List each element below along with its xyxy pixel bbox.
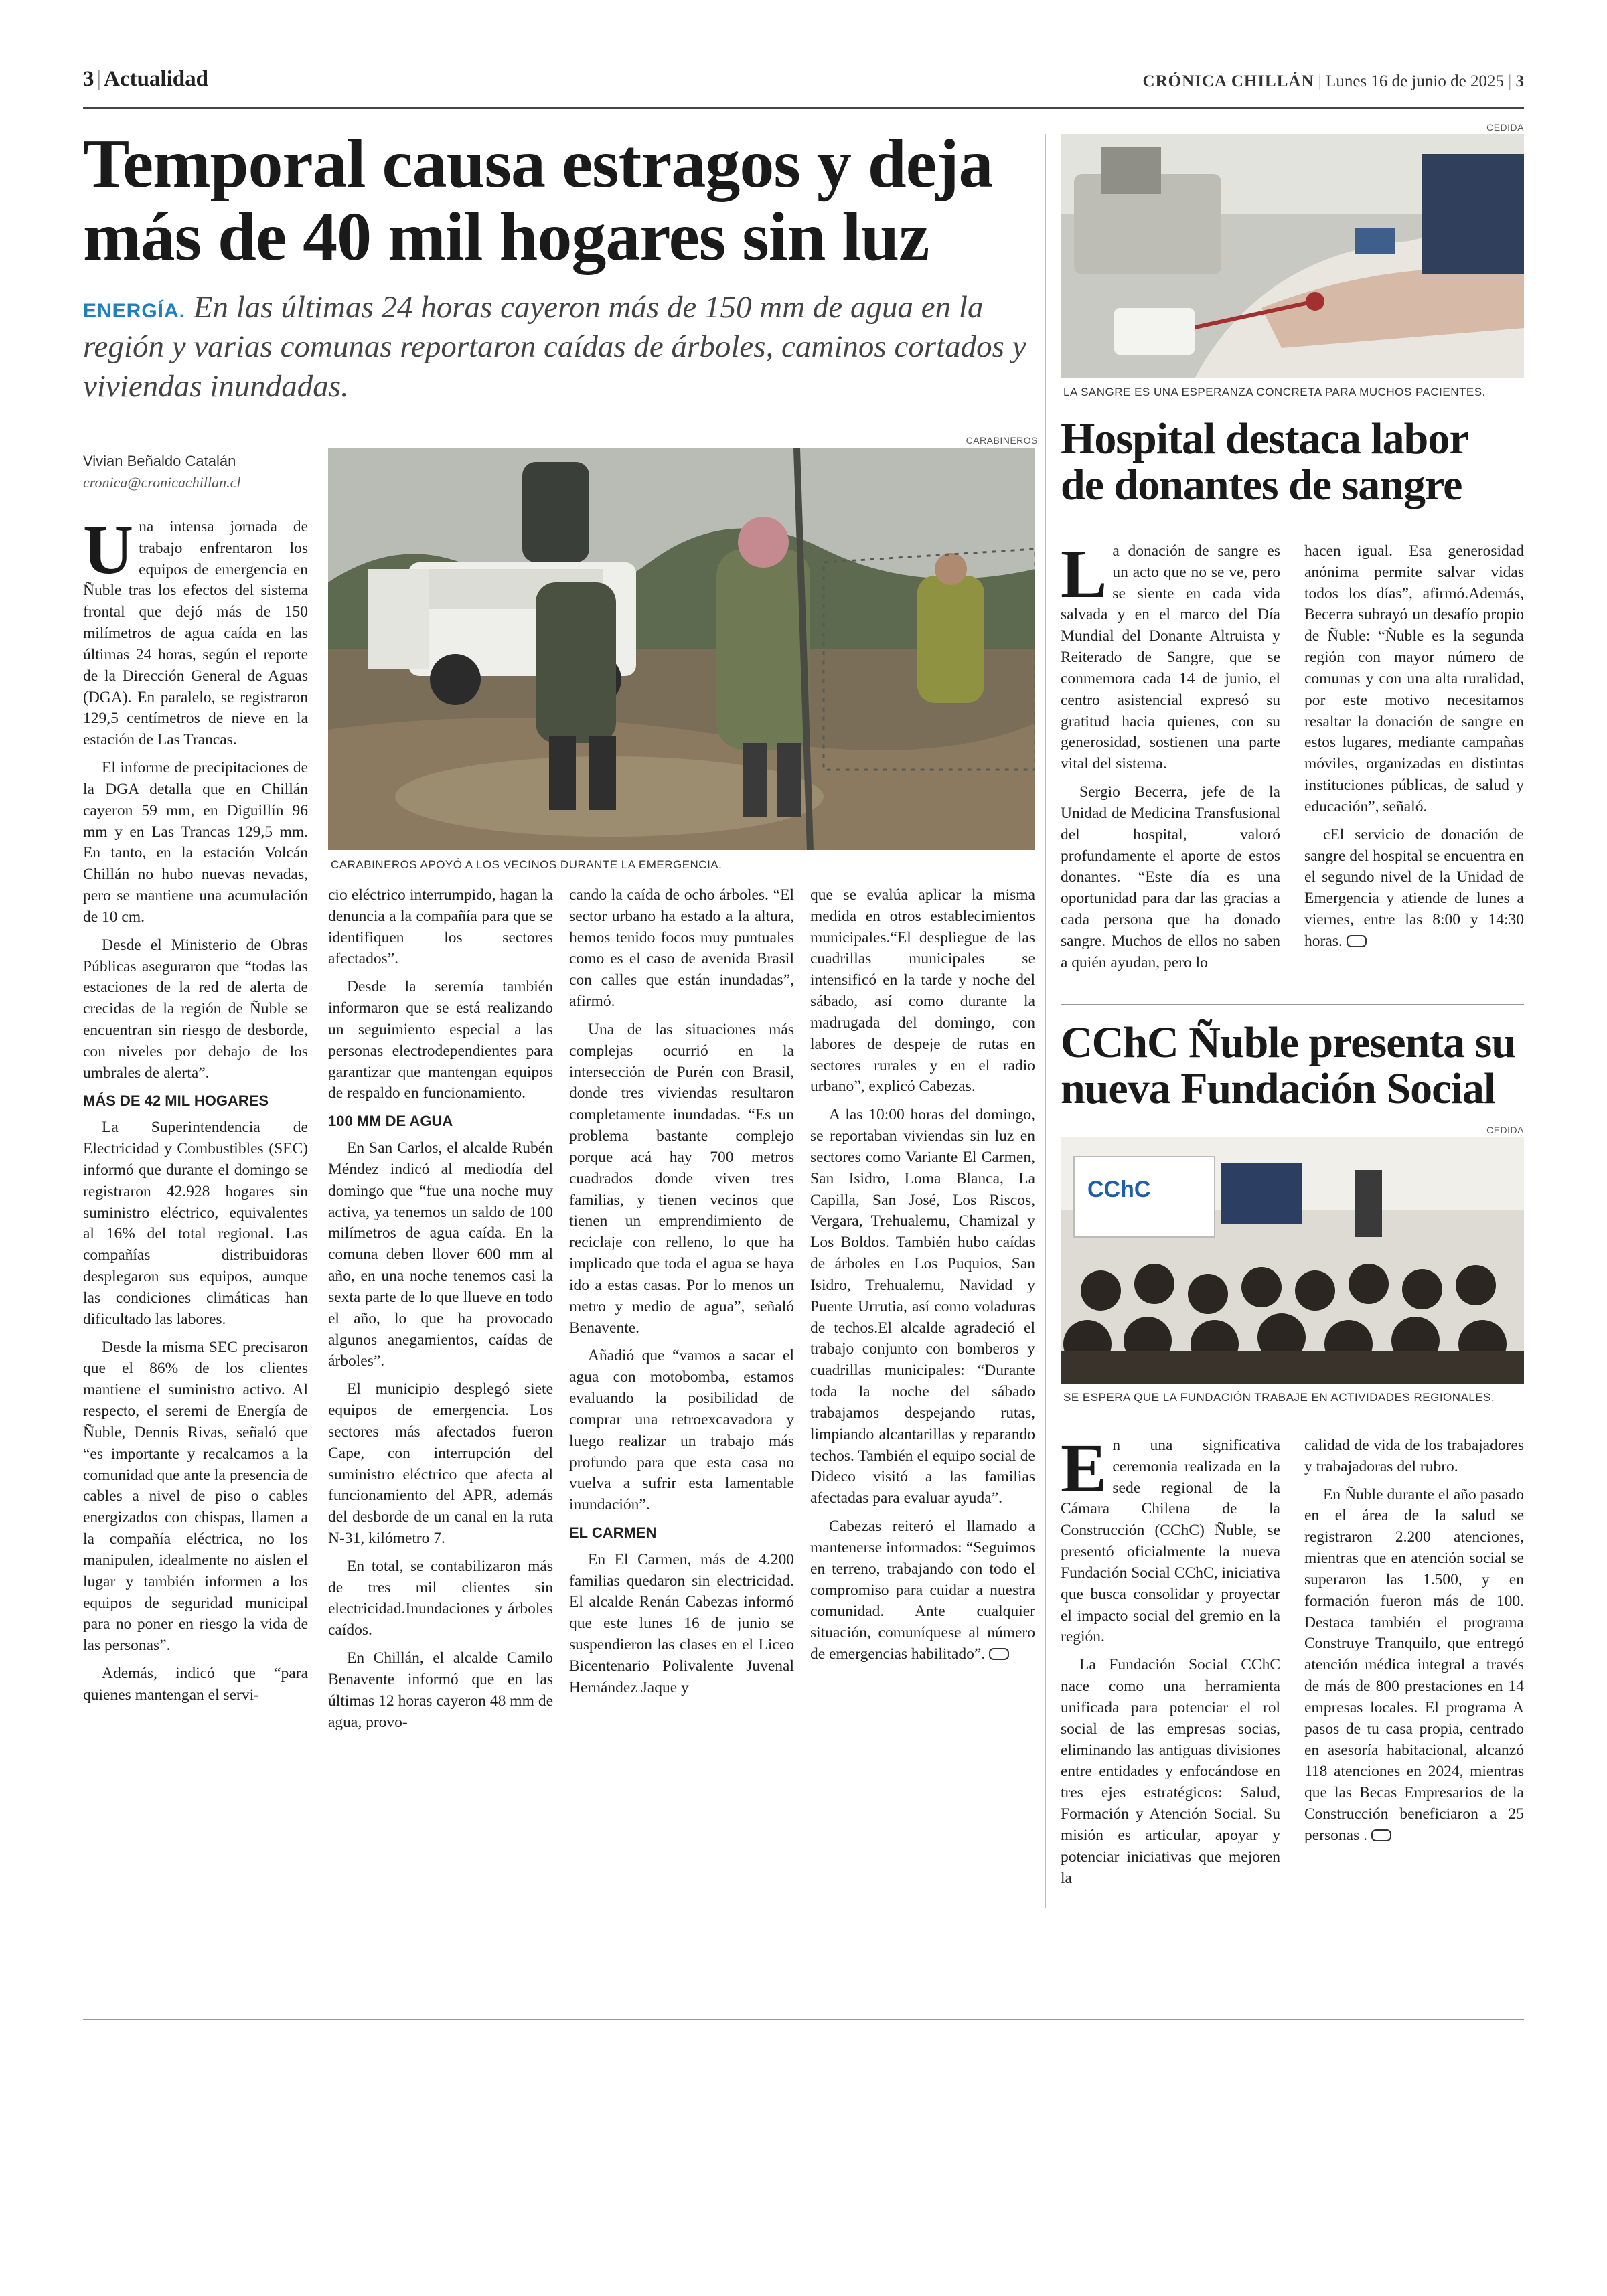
author-email: cronica@cronicachillan.cl (83, 474, 241, 491)
main-article-column-4 (810, 885, 1035, 1672)
issue-date: Lunes 16 de junio de 2025 (1326, 72, 1504, 90)
paragraph: Desde el Ministerio de Obras Públicas aseguraron que “todas las estaciones de la red de alerta de crecidas de la región de Ñuble se encuentran sin riesgo de desborde, con niveles por debajo de los umbrales de alerta”. (83, 936, 308, 1082)
footer-rule (83, 2019, 1524, 2020)
paragraph: En Ñuble durante el año pasado en el área de la salud se registraron 2.200 atenciones, mientras que en atención social se superaron las 1.500, y en formación fueron más de 100. Destaca también el programa Construye Tranquilo, que entregó atención médica integral a través de más de 800 prestaciones en 14 empresas locales. El programa A pasos de tu casa propia, centrado en asesoría habitacional, alcanzó 118 atenciones en 2024, mientras que las Becas Empresarios de la Construcción beneficiaron a 25 personas . (1304, 1485, 1524, 1844)
page-section-header: 3 | Actualidad (83, 67, 208, 91)
paragraph: En Chillán, el alcalde Camilo Benavente informó que en las últimas 12 horas cayeron 48 mm de agua, provo- (328, 1649, 553, 1731)
cchc-headline (1061, 1020, 1529, 1112)
paragraph: a donación de sangre es un acto que no se ve, pero se siente en cada vida salvada y en el marco del Día Mundial del Donante Altruista y Reiterado de Sangre, que se conmemora cada 14 de junio, el centro asistencial expresó su gratitud hacia quienes, con su generosidad, sostienen una parte vital del sistema. (1061, 542, 1280, 773)
header-rule (83, 107, 1524, 109)
blood-photo-credit: CEDIDA (1486, 122, 1524, 133)
paragraph: La Superintendencia de Electricidad y Combustibles (SEC) informó que durante el domingo se registraron 42.928 hogares sin suministro eléctrico, equivalentes al 16% del total regional. Las compañías distribuidoras desplegaron sus equipos, aunque las condiciones climáticas han dificultado las labores. (83, 1119, 308, 1328)
paragraph: A las 10:00 horas del domingo, se reportaban viviendas sin luz en sectores como Variante El Carmen, San Isidro, Loma Blanca, La Capilla, San José, Los Riscos, Vergara, Trehualemu, Chamizal y Los Boldos. También hubo caídas de árboles en Los Puquios, San Isidro, Trehualemu, Navidad y Puente Urrutia, así como voladuras de techos.El alcalde agradeció el trabajo conjunto con bomberos y cuadrillas municipales: “Durante toda la noche del sábado trabajamos despejando rutas, limpiando alcantarillas y reparando techos. También el equipo social de Dideco visitó a las familias afectadas para evaluar ayuda”. (810, 1106, 1035, 1507)
blood-headline-line2: de donantes de sangre (1061, 460, 1462, 509)
blood-article-column-1 (1061, 536, 1280, 981)
page-number-left: 3 (83, 67, 94, 91)
paragraph: cio eléctrico interrumpido, hagan la denuncia a la compañía para que se identifiquen los sectores afectados”. (328, 886, 553, 968)
blood-headline-line1: Hospital destaca labor (1061, 414, 1468, 463)
blood-article-column-2 (1304, 541, 1524, 959)
paragraph: cEl servicio de donación de sangre del hospital se encuentra en el segundo nivel de la Unidad de Emergencia y atiende de lunes a viernes, entre las 8:00 y 14:30 horas. (1304, 825, 1524, 950)
subhead-100mm: 100 MM DE AGUA (328, 1113, 453, 1130)
paragraph: En El Carmen, más de 4.200 familias quedaron sin electricidad. El alcalde Renán Cabezas informó que este lunes 16 de junio se suspendieron las clases en el Liceo Bicentenario Polivalente Juvenal Hernández Jaque y (569, 1550, 794, 1696)
paragraph: Cabezas reiteró el llamado a mantenerse informados: “Seguimos en terreno, trabajando con todo el compromiso para cuidar a nuestra comunidad. Ante cualquier situación, comuníquese al número de emergencias habilitado”. (810, 1518, 1035, 1663)
dropcap-u: U (83, 511, 134, 588)
main-photo-caption: CARABINEROS APOYÓ A LOS VECINOS DURANTE LA EMERGENCIA. (331, 858, 722, 871)
paragraph: calidad de vida de los trabajadores y trabajadoras del rubro. (1304, 1437, 1524, 1475)
lead-text: En las últimas 24 horas cayeron más de 150 mm de agua en la región y varias comunas reportaron caídas de árboles, caminos cortados y viviendas inundadas. (83, 290, 1026, 404)
lead-kicker: ENERGÍA. (83, 300, 186, 322)
main-article-column-2 (328, 885, 553, 1740)
end-mark-icon (1371, 1829, 1391, 1841)
blood-headline (1061, 416, 1529, 508)
subhead-el-carmen: EL CARMEN (569, 1524, 657, 1542)
paragraph: El municipio desplegó siete equipos de emergencia. Los sectores más afectados fueron Cape, con interrupción del suministro eléctrico que afecta al funcionamiento del APR, además del desborde de un canal en la ruta N-31, kilómetro 7. (328, 1380, 553, 1547)
cchc-photo-caption: SE ESPERA QUE LA FUNDACIÓN TRABAJE EN ACTIVIDADES REGIONALES. (1063, 1391, 1495, 1404)
main-photo (328, 448, 1035, 850)
cchc-screen-logo: CChC (1087, 1177, 1151, 1202)
paragraph: Desde la misma SEC precisaron que el 86% de los clientes mantiene el suministro activo. Al respecto, el seremi de Energía de Ñuble, Dennis Rivas, señaló que “es importante y recalcamos a la comunidad que ante la presencia de cables a nivel de piso o cables energizados con chispas, llamen a la compañía eléctrica, no los manipulen, idealmente no aislen el lugar y también informen a los equipos de seguridad municipal para no poner en riesgo la vida de las personas”. (83, 1338, 308, 1655)
cchc-article-column-1 (1061, 1430, 1280, 1896)
paragraph: En total, se contabilizaron más de tres mil clientes sin electricidad.Inundaciones y árboles caídos. (328, 1557, 553, 1639)
author-name: Vivian Beñaldo Catalán (83, 453, 236, 469)
section-name: Actualidad (104, 67, 208, 91)
sidebar-section-divider (1061, 1004, 1524, 1005)
brand-name: CRÓNICA CHILLÁN (1142, 72, 1314, 90)
cchc-photo-credit: CEDIDA (1486, 1125, 1524, 1135)
main-headline-line2: más de 40 mil hogares sin luz (83, 198, 929, 276)
main-headline-line1: Temporal causa estragos y deja (83, 125, 993, 202)
cchc-headline-line1: CChC Ñuble presenta su (1061, 1018, 1516, 1067)
paragraph: Sergio Becerra, jefe de la Unidad de Medicina Transfusional del hospital, valoró profundamente el aporte de estos donantes. “Este día es una oportunidad para dar las gracias a cada persona que ha donado sangre. Muchos de ellos no saben a quién ayudan, pero lo (1061, 783, 1280, 971)
page-number-right: 3 (1515, 72, 1524, 90)
dropcap-l: L (1061, 536, 1107, 612)
paragraph: hacen igual. Esa generosidad anónima permite salvar vidas todos los días”, afirmó.Además, Becerra subrayó un desafío propio de Ñuble: “Ñuble es la segunda región con mayor número de comunas y con una alta ruralidad, por este motivo necesitamos resaltar la donación de sangre en estos lugares, mediante campañas móviles, organizadas en distintas instituciones públicas, de salud y educación”, señaló. (1304, 542, 1524, 815)
paragraph: Desde la seremía también informaron que se está realizando un seguimiento especial a las personas electrodependientes para garantizar que mantengan equipos de respaldo en funcionamiento. (328, 978, 553, 1102)
paragraph: na intensa jornada de trabajo enfrentaron los equipos de emergencia en Ñuble tras los efectos del sistema frontal que dejó más de 150 milímetros de agua caída en las últimas 24 horas, según el reporte de la Dirección General de Aguas (DGA). En paralelo, se registraron 129,5 centímetros de nieve en la estación de Las Trancas. (83, 518, 308, 749)
blood-photo-caption: LA SANGRE ES UNA ESPERANZA CONCRETA PARA MUCHOS PACIENTES. (1063, 386, 1486, 398)
main-article-column-1 (83, 511, 308, 1713)
paragraph: que se evalúa aplicar la misma medida en otros establecimientos municipales.“El despliegue de las cuadrillas municipales se intensificó en la tarde y noche del sábado, así como durante la madrugada del domingo, con labores de despeje de rutas en sectores rurales y en el radio urbano”, explicó Cabezas. (810, 886, 1035, 1096)
paragraph: En San Carlos, el alcalde Rubén Méndez indicó al mediodía del domingo que “fue una noche muy activa, ya tenemos un saldo de 100 milímetros de agua caída. En la comuna deben llover 600 mm al año, en una noche tenemos casi la sexta parte de lo que llueve en todo el año, lo que ha provocado algunos anegamientos, caídas de árboles”. (328, 1139, 553, 1370)
main-lead (83, 288, 1034, 406)
paragraph: Añadió que “vamos a sacar el agua con motobomba, estamos evaluando la posibilidad de comprar una retroexcavadora y luego realizar un trabajo más profundo para que esta casa no vuelva a sufrir esta lamentable inundación”. (569, 1347, 794, 1514)
masthead: CRÓNICA CHILLÁN | Lunes 16 de junio de 2025 | 3 (1142, 72, 1524, 90)
main-headline (83, 125, 1034, 276)
paragraph: El informe de precipitaciones de la DGA detalla que en Chillán cayeron 59 mm, en Diguillín 96 mm y en Las Trancas 129,5 mm. En tanto, en la estación Volcán Chillán no hubo nuevas nevadas, pero se mantiene una acumulación de 10 cm. (83, 759, 308, 926)
paragraph: Una de las situaciones más complejas ocurrió en la intersección de Purén con Brasil, donde tres viviendas resultaron completamente inundadas. “Es un problema bastante complejo porque acá hay 700 metros cuadrados donde viven tres familias, y tienen vecinos que tienen un emprendimiento de reciclaje con relleno, lo que ha implicado que toda el agua se haya ido a estas casas. Por lo menos un metro y medio de agua”, señaló Benavente. (569, 1020, 794, 1337)
cchc-headline-line2: nueva Fundación Social (1061, 1064, 1496, 1113)
blood-photo (1061, 134, 1524, 378)
subhead-hogares: MÁS DE 42 MIL HOGARES (83, 1092, 269, 1109)
main-article-column-3 (569, 885, 794, 1706)
end-mark-icon (989, 1648, 1009, 1660)
paragraph: cando la caída de ocho árboles. “El sector urbano ha estado a la altura, hemos tenido focos muy puntuales como es el caso de avenida Brasil con calles que están inundadas”, afirmó. (569, 886, 794, 1011)
paragraph: n una significativa ceremonia realizada en la sede regional de la Cámara Chilena de la Construcción (CChC) Ñuble, se presentó oficialmente la nueva Fundación Social CChC, iniciativa que busca consolidar y proyectar el impacto social del gremio en la región. (1061, 1437, 1280, 1646)
dropcap-e: E (1061, 1430, 1107, 1507)
column-divider (1045, 134, 1046, 1908)
paragraph: La Fundación Social CChC nace como una herramienta unificada para potenciar el rol social de las empresas socias, eliminando las antiguas divisiones entre entidades y enfocándose en tres ejes estratégicos: Salud, Formación y Atención Social. Su misión es articular, apoyar y potenciar iniciativas que mejoren la (1061, 1656, 1280, 1887)
end-mark-icon (1347, 935, 1367, 947)
cchc-article-column-2 (1304, 1435, 1524, 1854)
paragraph: Además, indicó que “para quienes mantengan el servi- (83, 1665, 308, 1704)
main-photo-credit: CARABINEROS (966, 435, 1038, 446)
cchc-photo (1061, 1137, 1524, 1384)
